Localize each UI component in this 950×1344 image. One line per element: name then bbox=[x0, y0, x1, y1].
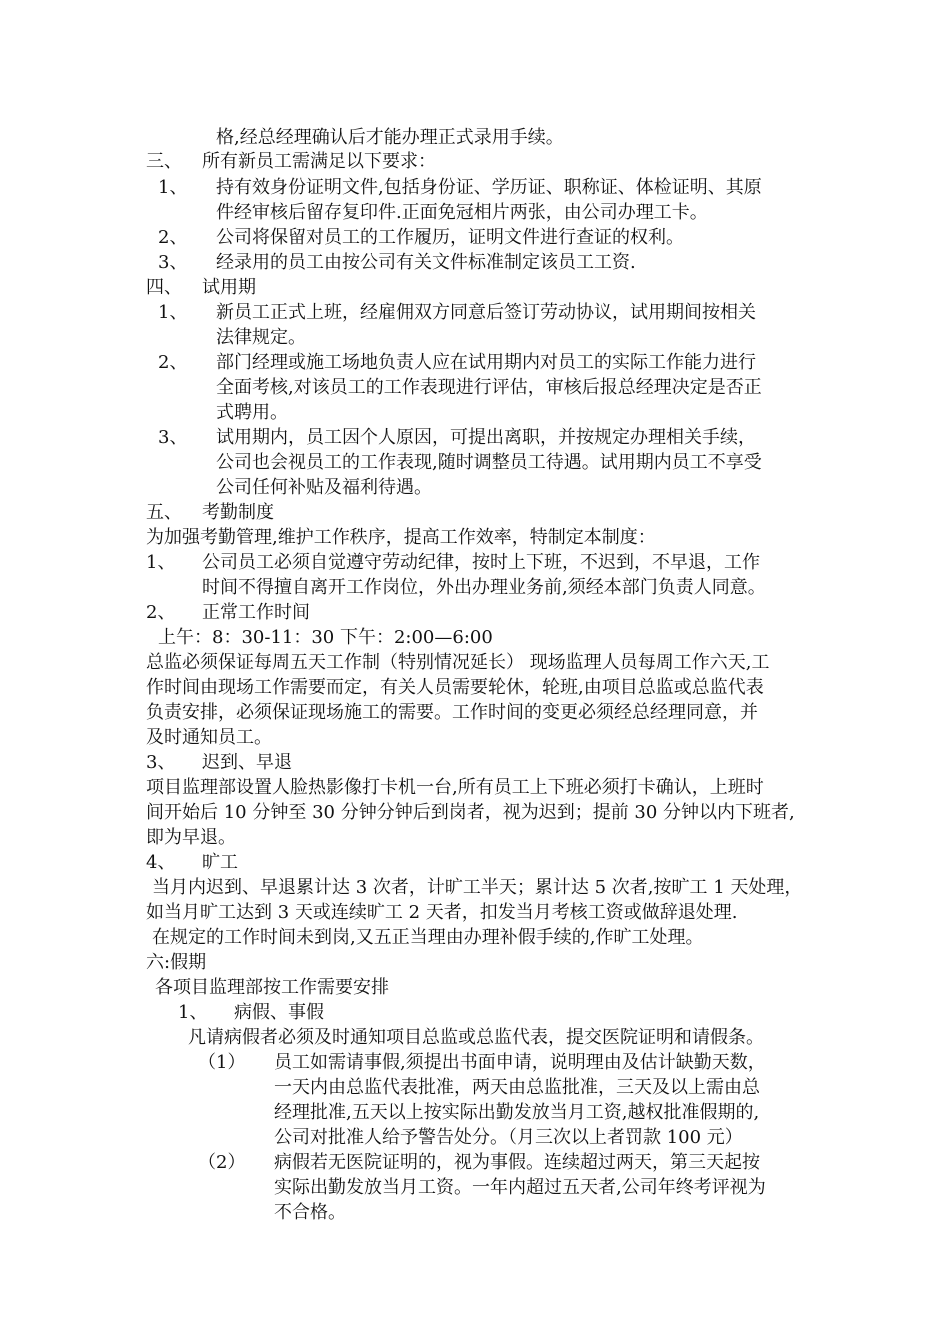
item-number: 2、 bbox=[146, 602, 176, 623]
paragraph-line: 负责安排，必须保证现场施工的需要。工作时间的变更必须经总经理同意，并 bbox=[146, 702, 758, 723]
item-number: （1） bbox=[198, 1052, 246, 1073]
work-hours-line: 上午：8：30-11：30 下午：2:00—6:00 bbox=[158, 627, 493, 648]
paragraph-line: 总监必须保证每周五天工作制（特别情况延长） 现场监理人员每周工作六天,工 bbox=[146, 652, 770, 673]
item-line: 实际出勤发放当月工资。一年内超过五天者,公司年终考评视为 bbox=[274, 1177, 766, 1198]
item-number: 2、 bbox=[158, 227, 188, 248]
paragraph-line: 凡请病假者必须及时通知项目总监或总监代表，提交医院证明和请假条。 bbox=[188, 1027, 764, 1048]
item-line: 经录用的员工由按公司有关文件标准制定该员工工资. bbox=[216, 252, 636, 273]
item-line: 全面考核,对该员工的工作表现进行评估，审核后报总经理决定是否正 bbox=[216, 377, 762, 398]
item-line: 部门经理或施工场地负责人应在试用期内对员工的实际工作能力进行 bbox=[216, 352, 756, 373]
subsection-heading: 旷工 bbox=[202, 852, 238, 873]
item-number: 2、 bbox=[158, 352, 188, 373]
item-line: 经理批准,五天以上按实际出勤发放当月工资,越权批准假期的, bbox=[274, 1102, 760, 1123]
item-line: 员工如需请事假,须提出书面申请，说明理由及估计缺勤天数， bbox=[274, 1052, 766, 1073]
paragraph-line: 为加强考勤管理,维护工作秩序，提高工作效率，特制定本制度： bbox=[146, 527, 656, 548]
paragraph-line: 间开始后 10 分钟至 30 分钟分钟后到岗者，视为迟到；提前 30 分钟以内下班者, bbox=[146, 802, 795, 823]
item-number: 3、 bbox=[158, 427, 188, 448]
item-number: 4、 bbox=[146, 852, 176, 873]
section-heading: 所有新员工需满足以下要求： bbox=[202, 151, 436, 172]
item-line: 公司也会视员工的工作表现,随时调整员工待遇。试用期内员工不享受 bbox=[216, 452, 762, 473]
item-number: 1、 bbox=[146, 552, 176, 573]
item-line: 一天内由总监代表批准，两天由总监批准，三天及以上需由总 bbox=[274, 1077, 760, 1098]
item-line: 式聘用。 bbox=[216, 402, 288, 423]
item-number: 1、 bbox=[158, 302, 188, 323]
paragraph-line: 作时间由现场工作需要而定，有关人员需要轮休，轮班,由项目总监或总监代表 bbox=[146, 677, 764, 698]
item-number: （2） bbox=[198, 1152, 246, 1173]
item-line: 病假若无医院证明的，视为事假。连续超过两天，第三天起按 bbox=[274, 1152, 760, 1173]
subsection-heading: 病假、事假 bbox=[234, 1002, 324, 1023]
item-line: 新员工正式上班，经雇佣双方同意后签订劳动协议，试用期间按相关 bbox=[216, 302, 756, 323]
item-number: 3、 bbox=[146, 752, 176, 773]
item-line: 时间不得擅自离开工作岗位，外出办理业务前,须经本部门负责人同意。 bbox=[202, 577, 766, 598]
item-line: 持有效身份证明文件,包括身份证、学历证、职称证、体检证明、其原 bbox=[216, 177, 762, 198]
item-line: 试用期内，员工因个人原因，可提出离职，并按规定办理相关手续， bbox=[216, 427, 756, 448]
item-line: 公司对批准人给予警告处分。（月三次以上者罚款 100 元） bbox=[274, 1127, 743, 1148]
item-line: 公司员工必须自觉遵守劳动纪律，按时上下班，不迟到，不早退，工作 bbox=[202, 552, 760, 573]
section-number: 三、 bbox=[146, 151, 182, 172]
paragraph-line: 如当月旷工达到 3 天或连续旷工 2 天者，扣发当月考核工资或做辞退处理. bbox=[146, 902, 738, 923]
item-line: 法律规定。 bbox=[216, 327, 306, 348]
item-number: 1、 bbox=[158, 177, 188, 198]
item-number: 1、 bbox=[178, 1002, 208, 1023]
paragraph-line: 即为早退。 bbox=[146, 827, 236, 848]
paragraph-line: 格,经总经理确认后才能办理正式录用手续。 bbox=[216, 127, 564, 148]
paragraph-line: 项目监理部设置人脸热影像打卡机一台,所有员工上下班必须打卡确认，上班时 bbox=[146, 777, 764, 798]
paragraph-line: 在规定的工作时间未到岗,又五正当理由办理补假手续的,作旷工处理。 bbox=[152, 927, 704, 948]
paragraph-line: 各项目监理部按工作需要安排 bbox=[155, 977, 389, 998]
subsection-heading: 正常工作时间 bbox=[202, 602, 310, 623]
item-line: 公司将保留对员工的工作履历，证明文件进行查证的权利。 bbox=[216, 227, 684, 248]
section-number: 五、 bbox=[146, 502, 182, 523]
item-line: 公司任何补贴及福利待遇。 bbox=[216, 477, 432, 498]
item-line: 件经审核后留存复印件.正面免冠相片两张，由公司办理工卡。 bbox=[216, 202, 708, 223]
section-heading: 考勤制度 bbox=[202, 502, 274, 523]
paragraph-line: 及时通知员工。 bbox=[146, 727, 272, 748]
subsection-heading: 迟到、早退 bbox=[202, 752, 292, 773]
item-number: 3、 bbox=[158, 252, 188, 273]
item-line: 不合格。 bbox=[274, 1202, 346, 1223]
paragraph-line: 当月内迟到、早退累计达 3 次者，计旷工半天；累计达 5 次者,按旷工 1 天处理， bbox=[152, 877, 803, 898]
section-heading: 试用期 bbox=[202, 277, 256, 298]
section-heading: 六:假期 bbox=[146, 952, 207, 973]
section-number: 四、 bbox=[146, 277, 182, 298]
